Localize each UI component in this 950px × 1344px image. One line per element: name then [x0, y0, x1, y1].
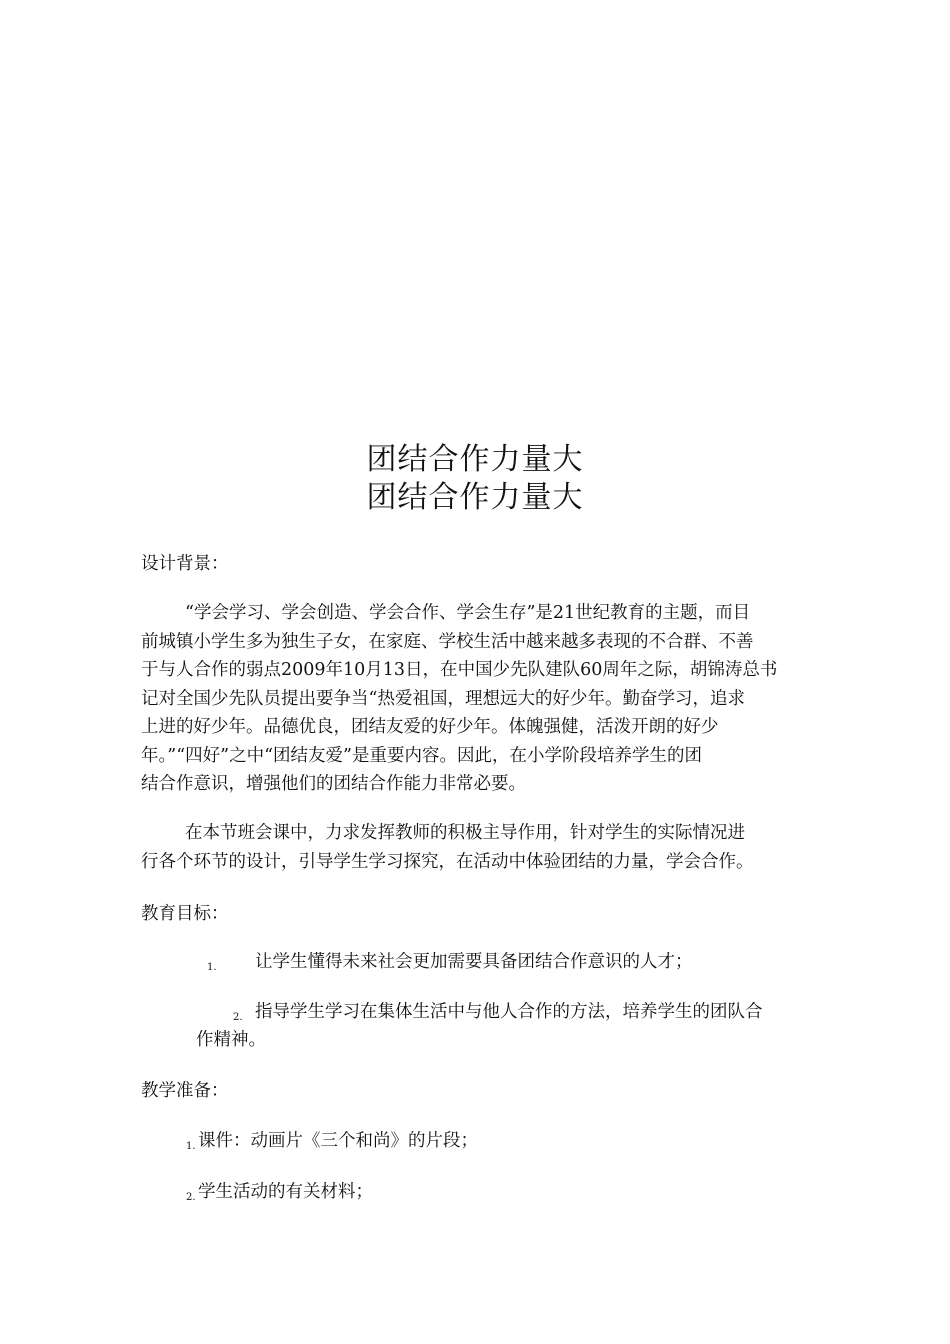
- paragraph-line: 年。”“四好”之中“团结友爱”是重要内容。因此，在小学阶段培养学生的团: [141, 745, 702, 766]
- paragraph-line: 结合作意识，增强他们的团结合作能力非常必要。: [141, 774, 526, 794]
- goal-item-2-text: 指导学生学习在集体生活中与他人合作的方法，培养学生的团队合: [255, 1002, 763, 1022]
- prep-item-2-text: 学生活动的有关材料；: [198, 1182, 373, 1202]
- paragraph-line: 于与人合作的弱点2009年10月13日，在中国少先队建队60周年之际，胡锦涛总书: [141, 660, 778, 680]
- goal-item-1-number: 1.: [207, 962, 217, 973]
- design-background-paragraph-1: [141, 599, 816, 799]
- goal-item-1-text: 让学生懂得未来社会更加需要具备团结合作意识的人才；: [255, 952, 693, 972]
- goal-item-2-number: 2.: [233, 1012, 243, 1023]
- paragraph-line: 在本节班会课中，力求发挥教师的积极主导作用，针对学生的实际情况进: [185, 823, 745, 843]
- education-goals-heading: 教育目标：: [141, 904, 229, 924]
- design-background-paragraph-2: [141, 819, 816, 876]
- paragraph-line: 行各个环节的设计，引导学生学习探究，在活动中体验团结的力量，学会合作。: [141, 851, 754, 872]
- paragraph-line: 记对全国少先队员提出要争当“热爱祖国，理想远大的好少年。勤奋学习，追求: [141, 688, 745, 709]
- prep-item-1-number: 1.: [186, 1141, 196, 1152]
- paragraph-line: 前城镇小学生多为独生子女，在家庭、学校生活中越来越多表现的不合群、不善: [141, 631, 754, 652]
- design-background-heading: 设计背景：: [141, 554, 229, 574]
- prep-item-1-text: 课件：动画片《三个和尚》的片段；: [198, 1131, 478, 1151]
- paragraph-line: 上进的好少年。品德优良，团结友爱的好少年。体魄强健，活泼开朗的好少: [141, 717, 719, 737]
- document-title-repeat: 团结合作力量大: [366, 480, 584, 515]
- prep-item-2-number: 2.: [186, 1192, 196, 1203]
- teaching-preparation-heading: 教学准备：: [141, 1081, 229, 1101]
- goal-item-2-text-continued: 作精神。: [196, 1030, 266, 1050]
- document-title: 团结合作力量大: [366, 442, 584, 477]
- paragraph-line: “学会学习、学会创造、学会合作、学会生存”是21世纪教育的主题，而目: [185, 603, 751, 623]
